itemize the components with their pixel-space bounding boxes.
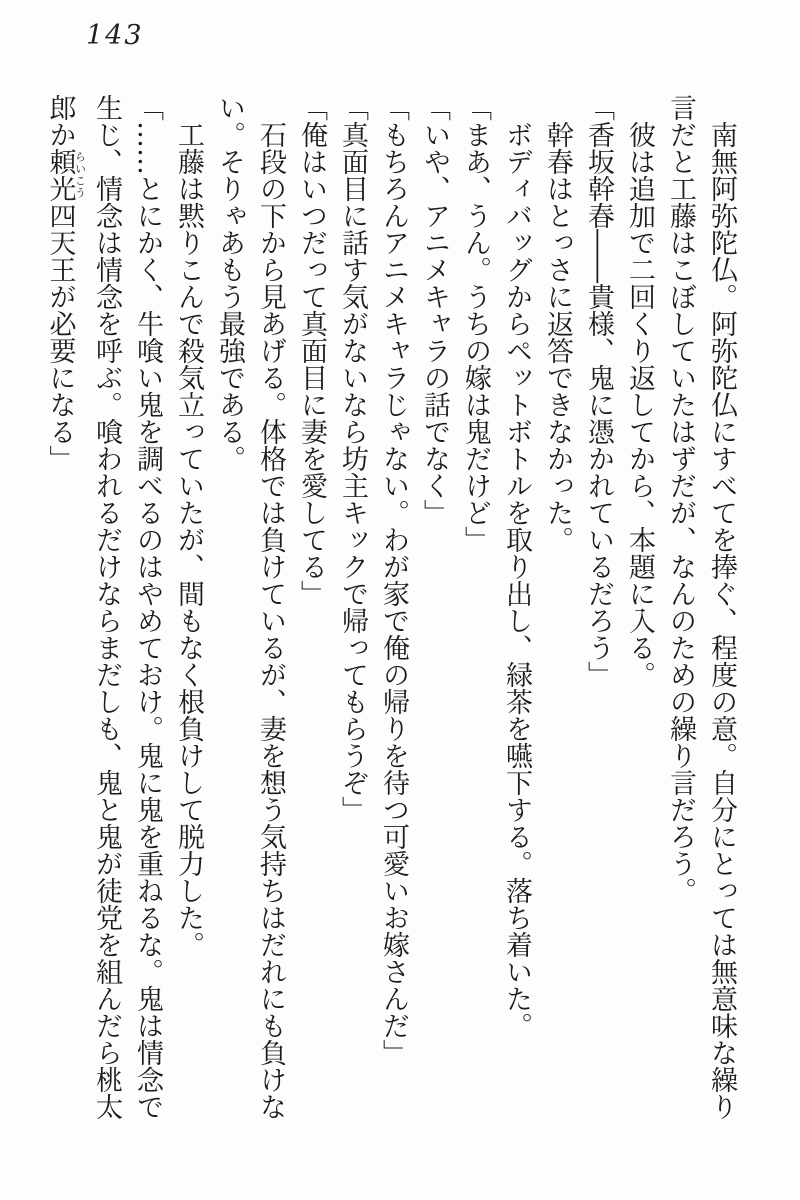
text-line: 「もちろんアニメキャラじゃない。わが家で俺の帰りを待つ可愛いお嫁さんだ」: [378, 94, 409, 1066]
text-line: い。そりゃあもう最強である。: [214, 94, 245, 472]
text-line: 石段の下から見あげる。体格では負けているが、妻を想う気持ちはだれにも負けな: [255, 121, 286, 1120]
text-line: 郎か頼光らいこう四天王が必要になる」: [44, 94, 87, 472]
text-line: 「いや、アニメキャラの話でなく」: [419, 94, 450, 526]
furigana: らいこう: [73, 148, 87, 202]
text-line: 言だと工藤はこぼしていたはずだが、なんのための繰り言だろう。: [665, 94, 696, 904]
text-line: 彼は追加で二回くり返してから、本題に入る。: [624, 121, 655, 688]
text-line: 「まあ、うん。うちの嫁は鬼だけど」: [460, 94, 491, 553]
ruby-annotated-word: 頼光らいこう: [44, 148, 87, 202]
text-line: 幹春はとっさに返答できなかった。: [542, 121, 573, 553]
text-line: 「俺はいつだって真面目に妻を愛してる」: [296, 94, 327, 607]
text-line: ボディバッグからペットボトルを取り出し、緑茶を嚥下する。落ち着いた。: [501, 121, 532, 1039]
text-line: 南無阿弥陀仏。阿弥陀仏にすべてを捧ぐ、程度の意。自分にとっては無意味な繰り: [706, 121, 737, 1120]
page-number: 143: [86, 20, 144, 51]
text-line: 工藤は黙りこんで殺気立っていたが、間もなく根負けして脱力した。: [173, 121, 204, 958]
text-line: 生じ、情念は情念を呼ぶ。喰われるだけならまだしも、鬼と鬼が徒党を組んだら桃太: [91, 94, 122, 1120]
text-line: 「真面目に話す気がないなら坊主キックで帰ってもらうぞ」: [337, 94, 368, 823]
text-line: 「香坂幹春――貴様、鬼に憑かれているだろう」: [583, 94, 614, 688]
vertical-text-block: [45, 94, 742, 1128]
text-line: 「……とにかく、牛喰い鬼を調べるのはやめておけ。鬼に鬼を重ねるな。鬼は情念で: [132, 94, 163, 1120]
